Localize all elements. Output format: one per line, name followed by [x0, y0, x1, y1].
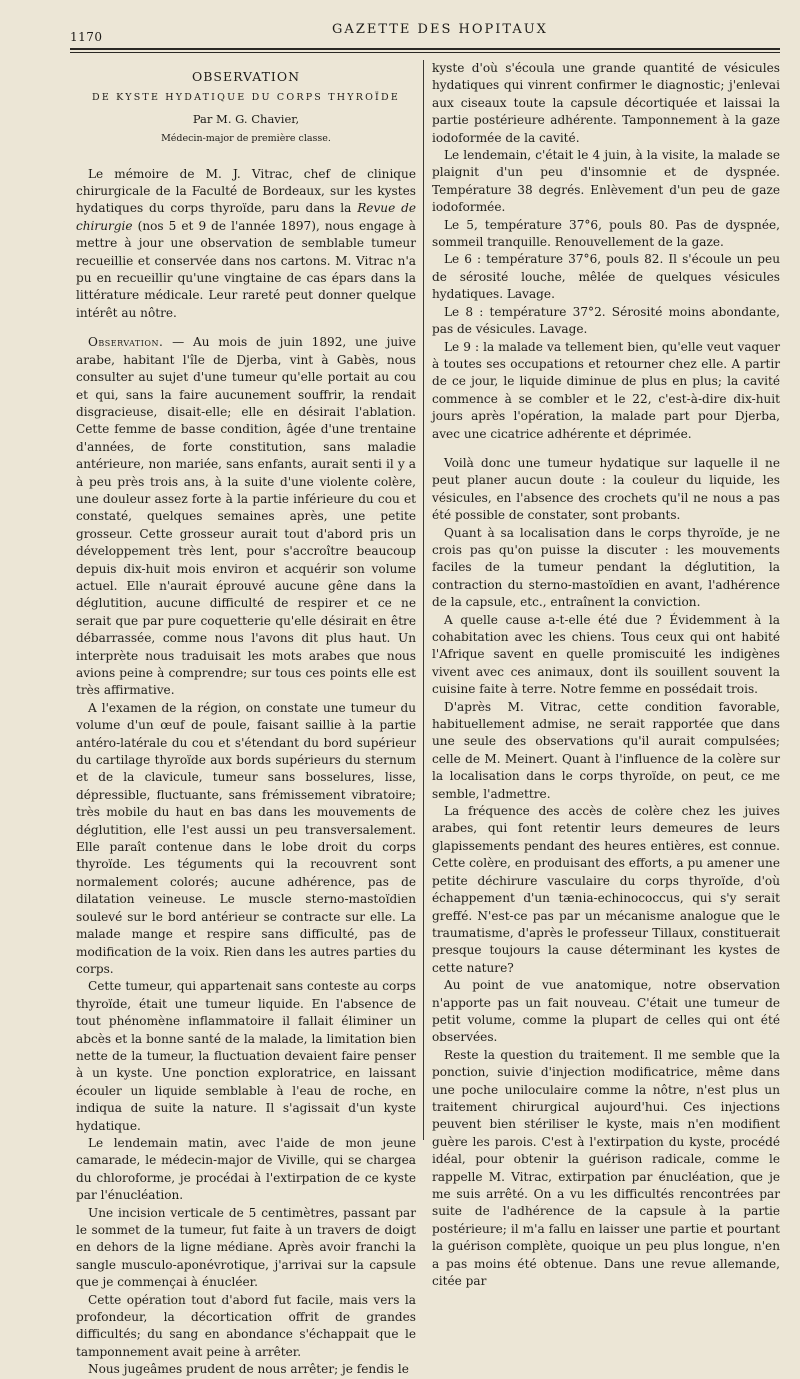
left-column: [76, 60, 416, 1377]
article-author: Par M. G. Chavier,: [192, 111, 300, 126]
paragraph: D'après M. Vitrac, cette condition favorable, habituellement admise, ne serait rapportée que dans une seule des observations qu'il aurait compulsées; celle de M. Meinert. Quant à l'influence de la colère sur la localisation dans le corps thyroïde, on peut, ce me semble, l'admettre.: [432, 699, 780, 801]
paragraph: A quelle cause a-t-elle été due ? Évidemment à la cohabitation avec les chiens. Tous ceux qui ont habité l'Afrique savent en quelle promiscuité les indigènes vivent avec ces animaux, dont ils souillent souvent la cuisine faite à terre. Notre femme en possédait trois.: [432, 612, 780, 697]
right-column: [432, 60, 780, 1289]
page-header: [70, 20, 780, 46]
paragraph: Le lendemain, c'était le 4 juin, à la visite, la malade se plaignit d'un peu d'insomnie et de dyspnée. Température 38 degrés. Enlèvement d'un peu de gaze iodoformée.: [432, 148, 780, 215]
column-divider: [423, 60, 424, 1140]
article-subtitle: DE KYSTE HYDATIQUE DU CORPS THYROÏDE: [92, 92, 400, 104]
paragraph: kyste d'où s'écoula une grande quantité de vésicules hydatiques qui vinrent confirmer le diagnostic; j'enlevai aux ciseaux toute la capsule décortiquée et laissai la partie postérieure adhérente. Tamponnement à la gaze iodoformée de la cavité.: [432, 61, 780, 145]
paragraph: Le 8 : température 37°2. Sérosité moins abondante, pas de vésicules. Lavage.: [432, 304, 780, 337]
paragraph: Reste la question du traitement. Il me semble que la ponction, suivie d'injection modificatrice, même dans une poche uniloculaire comme la nôtre, n'est plus un traitement chirurgical aujourd'hui. Ces injections peuvent bien stériliser le kyste, mais n'en modifient guère les parois. C'est à l'extirpation du kyste, procédé idéal, pour obtenir la guérison radicale, comme le rappelle M. Vitrac, extirpation par énucléation, que je me suis arrêté. On a vu les difficultés rencontrées par suite de l'adhérence de la capsule à la partie postérieure; il m'a fallu en laisser une partie et pourtant la guérison complète, quoique un peu plus longue, n'en a pas moins été obtenue. Dans une revue allemande, citée par: [432, 1047, 780, 1289]
paragraph: Au point de vue anatomique, notre observation n'apporte pas un fait nouveau. C'était une tumeur de petit volume, comme la plupart de celles qui ont été observées.: [432, 978, 780, 1045]
paragraph: Le 5, température 37°6, pouls 80. Pas de dyspnée, sommeil tranquille. Renouvellement de la gaze.: [432, 217, 780, 250]
paragraph: Cette tumeur, qui appartenait sans conteste au corps thyroïde, était une tumeur liquide. En l'absence de tout phénomène inflammatoire il fallait éliminer un abcès et la bonne santé de la malade, la limitation bien nette de la tumeur, la fluctuation devaient faire penser à un kyste. Une ponction exploratrice, en laissant écouler un liquide semblable à l'eau de roche, en indiqua de suite la nature. Il s'agissait d'un kyste hydatique.: [76, 979, 416, 1133]
article-author-role: Médecin-major de première classe.: [161, 133, 331, 145]
header-rule-thin: [70, 52, 780, 53]
header-rule: [70, 48, 780, 50]
paragraph: Le lendemain matin, avec l'aide de mon jeune camarade, le médecin-major de Viville, qui se chargea du chloroforme, je procédai à l'extirpation de ce kyste par l'énucléation.: [76, 1135, 416, 1203]
paragraph: A l'examen de la région, on constate une tumeur du volume d'un œuf de poule, faisant saillie à la partie antéro-latérale du cou et s'étendant du bord supérieur du cartilage thyroïde aux bords supérieurs du sternum et de la clavicule, tumeur sans bosselures, lisse, dépressible, fluctuante, sans frémissement vibratoire; très mobile du haut en bas dans les mouvements de déglutition, elle l'est aussi un peu transversalement. Elle paraît contenue dans le lobe droit du corps thyroïde. Les téguments qui la recouvrent sont normalement colorés; aucune adhérence, pas de dilatation veineuse. Le muscle sterno-mastoïdien soulevé sur le bord antérieur se contracte sur elle. La malade mange et respire sans difficulté, pas de modification de la voix. Rien dans les autres parties du corps.: [76, 700, 416, 976]
paragraph: Voilà donc une tumeur hydatique sur laquelle il ne peut planer aucun doute : la couleur du liquide, les vésicules, en l'absence des crochets qu'il ne nous a pas été possible de constater, sont probants.: [432, 455, 780, 523]
paragraph: Observation. — Au mois de juin 1892, une juive arabe, habitant l'île de Djerba, vint à Gabès, nous consulter au sujet d'une tumeur qu'elle portait au cou et qui, sans la faire aucunement souffrir, la rendait disgracieuse, disait-elle; elle en désirait l'ablation. Cette femme de basse condition, âgée d'une trentaine d'années, de forte constitution, sans maladie antérieure, non mariée, sans enfants, aurait senti il y a à peu près trois ans, à la suite d'une violente colère, une douleur assez forte à la partie inférieure du cou et constaté, quelques semaines après, une petite grosseur. Cette grosseur aurait tout d'abord pris un développement très lent, pour s'accroître beaucoup depuis dix-huit mois environ et acquérir son volume actuel. Elle n'aurait éprouvé aucune gêne dans la déglutition, aucune difficulté de respirer et ce ne serait que par pure coquetterie qu'elle désirait en être débarrassée, comme nous l'avons dit plus haut. Un interprète nous traduisait les mots arabes que nous avions peine à comprendre; sur tous ces points elle est très affirmative.: [76, 335, 416, 698]
paragraph: Une incision verticale de 5 centimètres, passant par le sommet de la tumeur, fut faite à un travers de doigt en dehors de la ligne médiane. Après avoir franchi la sangle musculo-aponévrotique, j'arrivai sur la capsule que je commençai à énucléer.: [76, 1205, 416, 1290]
article-title: OBSERVATION: [191, 69, 301, 84]
paragraph: Le 6 : température 37°6, pouls 82. Il s'écoule un peu de sérosité louche, mêlée de quelques vésicules hydatiques. Lavage.: [432, 252, 780, 302]
section-label: Observation.: [88, 335, 164, 350]
paragraph: Cette opération tout d'abord fut facile, mais vers la profondeur, la décortication offrit de grandes difficultés; du sang en abondance s'échappait que le tamponnement avait peine à arrêter.: [76, 1292, 416, 1359]
page-number: 1170: [70, 30, 103, 44]
paragraph: La fréquence des accès de colère chez les juives arabes, qui font retentir leurs demeures de leurs glapissements pendant des heures entières, est connue. Cette colère, en produisant des efforts, a pu amener une petite déchirure vasculaire du corps thyroïde, d'où échappement d'un tænia-echinococcus, qui s'y serait greffé. N'est-ce pas par un mécanisme analogue que le traumatisme, d'après le professeur Tillaux, constituerait presque toujours la cause déterminant les kystes de cette nature?: [432, 804, 780, 975]
paragraph: Le mémoire de M. J. Vitrac, chef de clinique chirurgicale de la Faculté de Bordeaux, sur les kystes hydatiques du corps thyroïde, paru dans la Revue de chirurgie (nos 5 et 9 de l'année 1897), nous engage à mettre à jour une observation de semblable tumeur recueillie et conservée dans nos cartons. M. Vitrac n'a pu en recueillir qu'une vingtaine de cas épars dans la littérature médicale. Leur rareté peut donner quelque intérêt au nôtre.: [76, 166, 416, 320]
journal-reference: Revue de chirurgie: [76, 201, 416, 233]
paragraph: Nous jugeâmes prudent de nous arrêter; je fendis le: [88, 1362, 409, 1377]
paragraph: Le 9 : la malade va tellement bien, qu'elle veut vaquer à toutes ses occupations et retourner chez elle. A partir de ce jour, le liquide diminue de plus en plus; la cavité commence à se combler et le 22, c'est-à-dire dix-huit jours après l'opération, la malade part pour Djerba, avec une cicatrice adhérente et déprimée.: [432, 339, 780, 441]
journal-title: GAZETTE DES HOPITAUX: [332, 22, 548, 37]
paragraph: Quant à sa localisation dans le corps thyroïde, je ne crois pas qu'on puisse la discuter : les mouvements faciles de la tumeur pendant la déglutition, la contraction du sterno-mastoïdien en avant, l'adhérence de la capsule, etc., entraînent la conviction.: [432, 525, 780, 610]
